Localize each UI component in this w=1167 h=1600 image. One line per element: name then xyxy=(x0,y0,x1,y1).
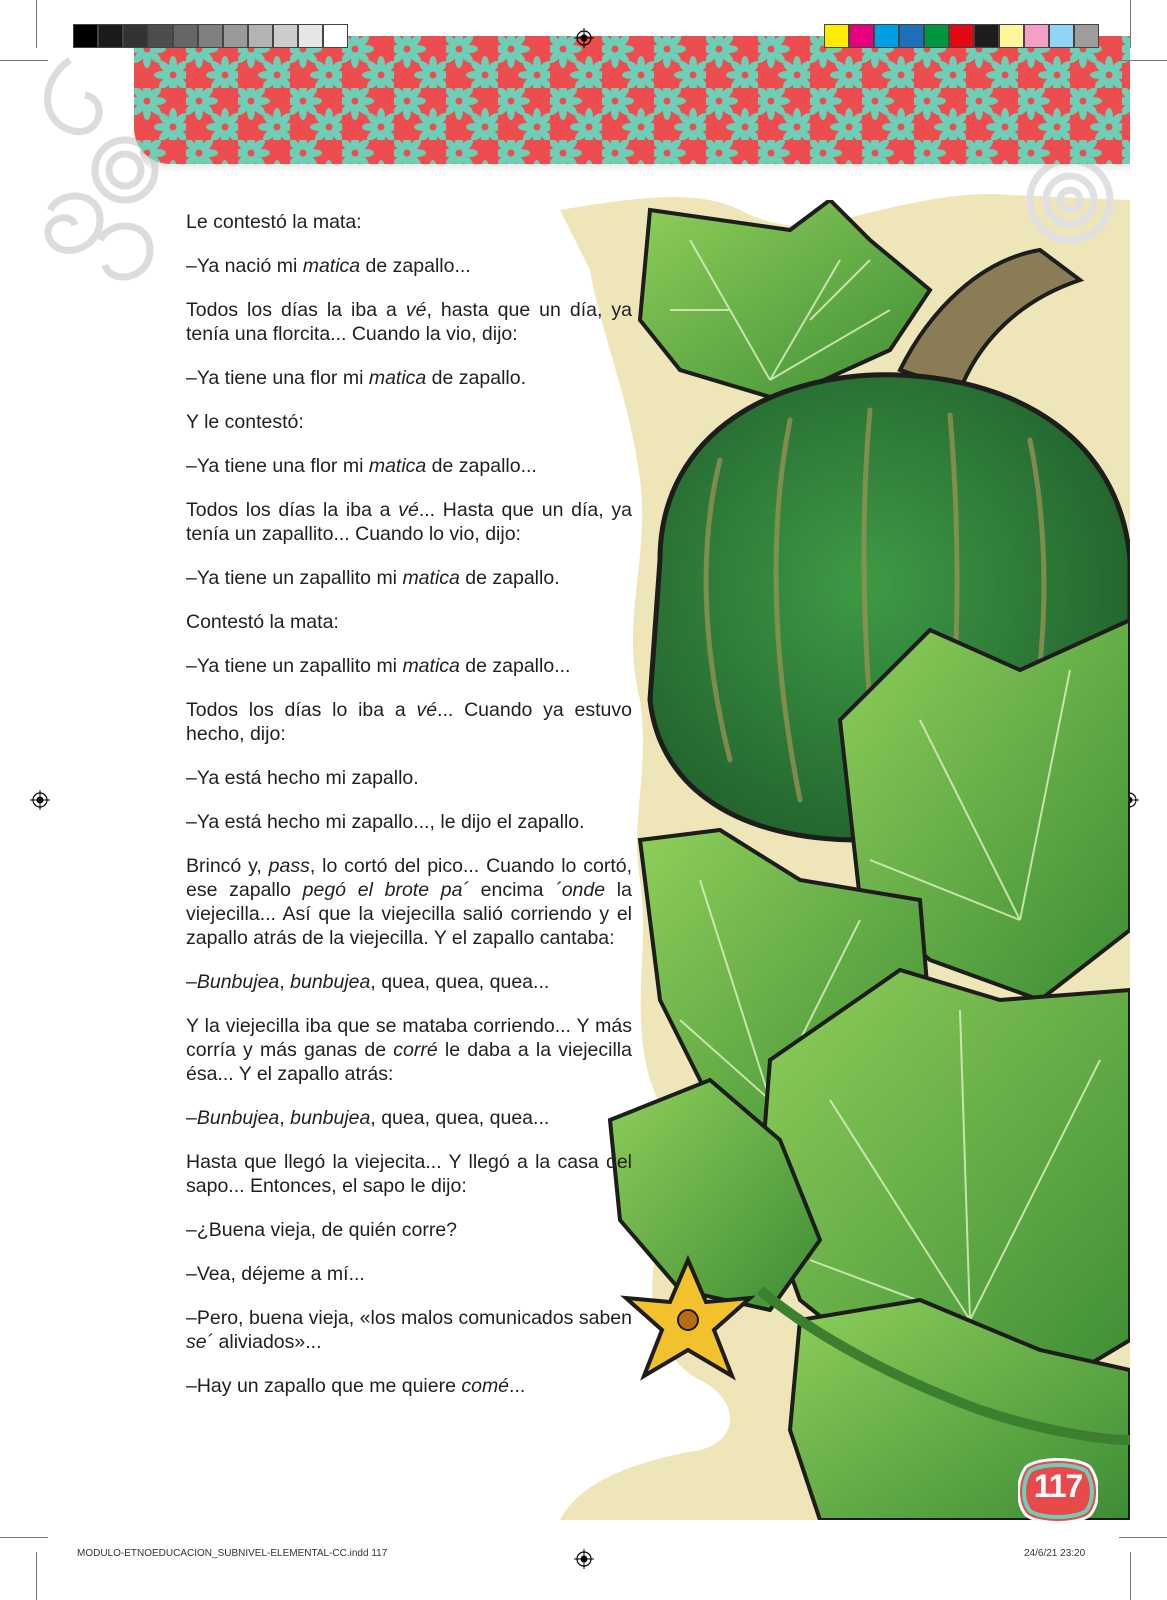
italic-text-run: pegó el brote pa´ xyxy=(302,879,469,901)
color-swatch xyxy=(1074,24,1099,48)
italic-text-run: matica xyxy=(368,367,427,389)
text-run: Todos los días la iba a xyxy=(186,499,399,521)
gray-swatch xyxy=(273,24,298,48)
gray-swatch xyxy=(98,24,123,48)
text-run: –¿Buena vieja, de quién corre? xyxy=(186,1219,458,1241)
text-run: , hasta que un día, ya tenía una florcita... Cuando la vio, dijo: xyxy=(186,299,632,345)
text-run: –Ya está hecho mi zapallo..., le dijo el zapallo. xyxy=(186,811,585,833)
registration-mark-icon xyxy=(574,1549,594,1569)
italic-text-run: se´ xyxy=(186,1331,214,1353)
story-paragraph xyxy=(186,410,632,434)
text-run: Le contestó la mata: xyxy=(186,211,362,233)
print-footer-filename: MODULO-ETNOEDUCACION_SUBNIVEL-ELEMENTAL-CC.indd 117 xyxy=(77,1548,388,1559)
registration-mark-icon xyxy=(30,790,50,810)
pumpkin-plant-illustration xyxy=(600,200,1130,1520)
gray-swatch xyxy=(198,24,223,48)
story-text xyxy=(186,210,632,1418)
story-paragraph xyxy=(186,1106,632,1130)
color-swatch xyxy=(874,24,899,48)
text-run: –Vea, déjeme a mí... xyxy=(186,1263,365,1285)
story-paragraph xyxy=(186,854,632,950)
text-run: –Ya tiene una flor mi xyxy=(186,455,369,477)
story-paragraph xyxy=(186,1014,632,1086)
story-paragraph xyxy=(186,454,632,478)
leaf xyxy=(640,200,930,400)
color-calibration-bar xyxy=(824,24,1099,48)
gray-swatch xyxy=(148,24,173,48)
text-run: Contestó la mata: xyxy=(186,611,339,633)
text-run: , lo cortó del pico... Cuando lo cortó, ese zapallo xyxy=(186,855,632,901)
story-paragraph xyxy=(186,210,632,234)
italic-text-run: vé xyxy=(416,699,438,721)
story-paragraph xyxy=(186,810,632,834)
italic-text-run: matica xyxy=(402,655,460,677)
italic-text-run: bunbujea xyxy=(290,1107,371,1129)
italic-text-run: matica xyxy=(368,455,427,477)
text-run: –Ya está hecho mi zapallo. xyxy=(186,767,419,789)
text-run: Hasta que llegó la viejecita... Y llegó a la casa del sapo... Entonces, el sapo le dijo: xyxy=(186,1151,632,1197)
italic-text-run: bunbujea xyxy=(290,971,371,993)
story-paragraph xyxy=(186,298,632,346)
text-run: –Ya nació mi xyxy=(186,255,303,277)
italic-text-run: comé xyxy=(461,1375,510,1397)
story-paragraph xyxy=(186,254,632,278)
story-paragraph xyxy=(186,366,632,390)
text-run: ... xyxy=(509,1375,526,1397)
crop-mark xyxy=(0,60,48,61)
text-run: , quea, quea, quea... xyxy=(370,1107,550,1129)
text-run: de zapallo. xyxy=(459,567,560,589)
gray-swatch xyxy=(248,24,273,48)
crop-mark xyxy=(1119,60,1167,61)
text-run: –Hay un zapallo que me quiere xyxy=(186,1375,462,1397)
text-run: de zapallo... xyxy=(426,455,537,477)
italic-text-run: pass xyxy=(268,855,310,877)
pumpkin-stem xyxy=(900,250,1080,390)
crop-mark xyxy=(1130,1552,1131,1600)
crop-mark xyxy=(36,1552,37,1600)
italic-text-run: corré xyxy=(393,1039,438,1061)
story-paragraph xyxy=(186,498,632,546)
text-run: –Ya tiene un zapallito mi xyxy=(186,567,403,589)
text-run: –Pero, buena vieja, «los malos comunicados saben xyxy=(186,1307,632,1329)
text-run: , xyxy=(279,1107,291,1129)
text-run: Y la viejecilla iba que se mataba corriendo... Y más corría y más ganas de xyxy=(186,1015,632,1061)
text-run: de zapallo... xyxy=(459,655,571,677)
text-run: , xyxy=(279,971,291,993)
color-swatch xyxy=(1024,24,1049,48)
text-run: Brincó y, xyxy=(186,855,269,877)
gray-swatch xyxy=(323,24,348,48)
color-swatch xyxy=(899,24,924,48)
story-paragraph xyxy=(186,698,632,746)
text-run: de zapallo. xyxy=(426,367,527,389)
registration-mark-icon xyxy=(574,28,594,48)
page-number: 117 xyxy=(1033,1468,1083,1504)
text-run: encima xyxy=(468,879,556,901)
crop-mark xyxy=(0,1537,48,1538)
text-run: –Ya tiene una flor mi xyxy=(186,367,369,389)
flower-pattern xyxy=(134,36,1130,164)
gray-swatch xyxy=(173,24,198,48)
story-paragraph xyxy=(186,1306,632,1354)
story-paragraph xyxy=(186,1218,632,1242)
text-run: Todos los días lo iba a xyxy=(186,699,417,721)
crop-mark xyxy=(1119,1537,1167,1538)
gray-swatch xyxy=(73,24,98,48)
text-run: , quea, quea, quea... xyxy=(370,971,550,993)
text-run: aliviados»... xyxy=(213,1331,322,1353)
color-swatch xyxy=(849,24,874,48)
gray-calibration-bar xyxy=(73,24,348,48)
text-run: de zapallo... xyxy=(360,255,471,277)
text-run: Y le contestó: xyxy=(186,411,304,433)
italic-text-run: matica xyxy=(302,255,361,277)
gray-swatch xyxy=(123,24,148,48)
color-swatch xyxy=(1049,24,1074,48)
crop-mark xyxy=(36,0,37,48)
story-paragraph xyxy=(186,1262,632,1286)
text-run: ... Cuando ya estuvo hecho, dijo: xyxy=(186,699,632,745)
color-swatch xyxy=(999,24,1024,48)
color-swatch xyxy=(824,24,849,48)
text-run: – xyxy=(186,971,197,993)
story-paragraph xyxy=(186,970,632,994)
text-run: la viejecilla... Así que la viejecilla salió corriendo y el zapallo atrás de la viejecilla. Y el zapallo cantaba: xyxy=(186,879,632,949)
color-swatch xyxy=(974,24,999,48)
story-paragraph xyxy=(186,1150,632,1198)
text-run: –Ya tiene un zapallito mi xyxy=(186,655,403,677)
story-paragraph xyxy=(186,1374,632,1398)
story-paragraph xyxy=(186,654,632,678)
text-run: Todos los días la iba a xyxy=(186,299,406,321)
color-swatch xyxy=(924,24,949,48)
text-run: ... Hasta que un día, ya tenía un zapallito... Cuando lo vio, dijo: xyxy=(186,499,632,545)
color-swatch xyxy=(949,24,974,48)
italic-text-run: matica xyxy=(402,567,460,589)
crop-mark xyxy=(1130,0,1131,48)
story-paragraph xyxy=(186,766,632,790)
gray-swatch xyxy=(298,24,323,48)
italic-text-run: vé xyxy=(405,299,427,321)
italic-text-run: Bunbujea xyxy=(196,1107,280,1129)
italic-text-run: vé xyxy=(398,499,419,521)
story-paragraph xyxy=(186,610,632,634)
print-footer-date: 24/6/21 23:20 xyxy=(1024,1548,1086,1559)
italic-text-run: ´onde xyxy=(555,879,606,901)
gray-swatch xyxy=(223,24,248,48)
text-run: – xyxy=(186,1107,197,1129)
header-banner xyxy=(134,36,1130,164)
italic-text-run: Bunbujea xyxy=(196,971,280,993)
story-paragraph xyxy=(186,566,632,590)
text-run: le daba a la viejecilla ésa... Y el zapallo atrás: xyxy=(186,1039,632,1085)
